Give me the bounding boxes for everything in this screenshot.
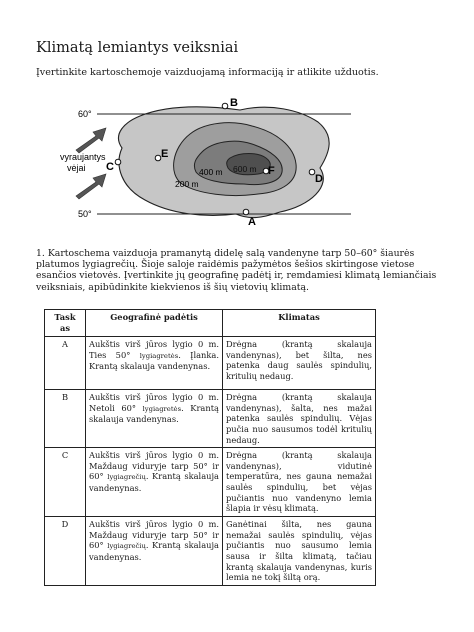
island-map (0, 88, 474, 238)
row-id: D (45, 517, 86, 586)
header-geo: Geografinė padėtis (86, 310, 223, 337)
task-text: 1. Kartoschema vaizduoja pramanytą didelę salą vandenyne tarp 50–60° šiaurės platumos lygiagrečių. Šioje saloje raidėmis pažymėtos šešios skirtingose vietose esančios vietovės. Įvertinkite jų geografinę padėtį ir, remdamiesi klimatą lemiančiais veiksniais, apibūdinkite kiekvienos iš šių vietovių klimatą. (36, 248, 437, 293)
row-climate: Drėgna (krantą skalauja vandenynas), šalta, nes mažai patenka saulės spindulių. Vėjas pučia nuo sausumos todėl kritulių nedaug. (223, 390, 376, 448)
latitude-60-label: 60° (78, 109, 92, 119)
svg-text:B: B (230, 97, 238, 109)
intro-text: Įvertinkite kartoschemoje vaizduojamą informaciją ir atlikite užduotis. (36, 67, 379, 78)
row-climate: Drėgna (krantą skalauja vandenynas), vidutinė temperatūra, nes gauna nemažai saulės spindulių, bet vėjas pučiantis nuo vandenyno lemia šlapia ir vėsų klimatą. (223, 448, 376, 517)
elevation-200m-label: 200 m (175, 179, 199, 189)
row-id: B (45, 390, 86, 448)
wind-arrow-lower (76, 174, 106, 199)
row-geo: Aukštis virš jūros lygio 0 m. Maždaug viduryje tarp 50° ir 60° lygiagrečių. Krantą skalauja vandenynas. (86, 448, 223, 517)
row-id: A (45, 337, 86, 390)
point-B (222, 97, 238, 109)
svg-text:A: A (248, 216, 256, 228)
row-id: C (45, 448, 86, 517)
row-climate: Ganėtinai šilta, nes gauna nemažai saulės spindulių, vėjas pučiantis nuo sausumo lemia sausa ir šilta klimatą, tačiau krantą skalauja vandenynas, kuris lemia ne tokį šiltą orą. (223, 517, 376, 586)
climate-table (44, 309, 376, 586)
row-geo: Aukštis virš jūros lygio 0 m. Maždaug viduryje tarp 50° ir 60° lygiagrečių. Krantą skalauja vandenynas. (86, 517, 223, 586)
table-header-row (45, 310, 376, 337)
elevation-600m-label: 600 m (233, 164, 257, 174)
svg-text:C: C (106, 161, 114, 173)
row-climate: Drėgna (krantą skalauja vandenynas), bet šilta, nes patenka daug saulės spindulių, kritulių nedaug. (223, 337, 376, 390)
header-task: Task as (45, 310, 86, 337)
page-title: Klimatą lemiantys veiksniai (36, 40, 239, 56)
svg-text:D: D (315, 173, 323, 185)
row-geo: Aukštis virš jūros lygio 0 m. Ties 50° lygiagretės. Įlanka. Krantą skalauja vandenynas. (86, 337, 223, 390)
table-row (45, 448, 376, 517)
elevation-400m-label: 400 m (199, 167, 223, 177)
svg-text:F: F (268, 165, 275, 177)
wind-arrow-upper (76, 128, 106, 153)
wind-label: vyraujantys vėjai (60, 152, 106, 173)
header-climate: Klimatas (223, 310, 376, 337)
table-row (45, 390, 376, 448)
row-geo: Aukštis virš jūros lygio 0 m. Netoli 60° lygiagretės. Krantą skalauja vandenynas. (86, 390, 223, 448)
table-row (45, 337, 376, 390)
svg-text:E: E (161, 148, 169, 160)
latitude-50-label: 50° (78, 209, 92, 219)
table-row (45, 517, 376, 586)
